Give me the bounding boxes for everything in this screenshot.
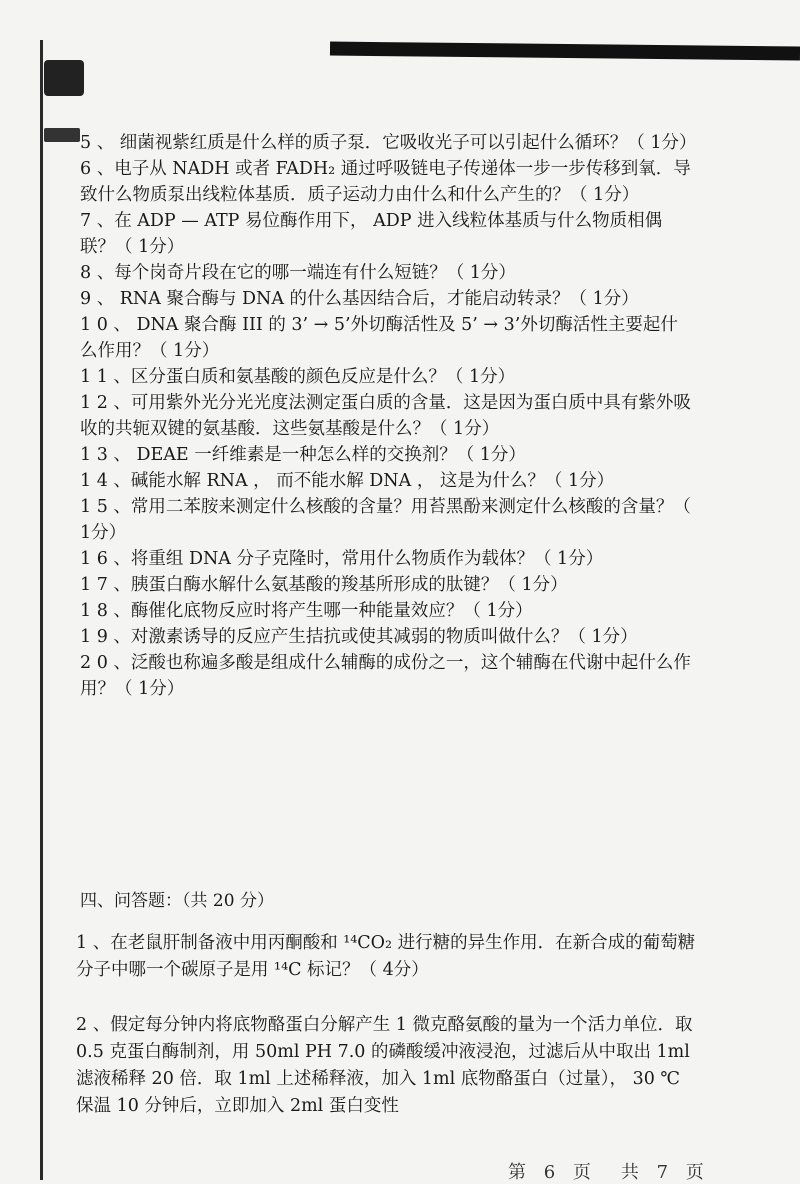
essay-question-2: 2 、假定每分钟内将底物酪蛋白分解产生 1 微克酪氨酸的量为一个活力单位．取 0.5 克蛋白酶制剂，用 50ml PH 7.0 的磷酸缓冲液浸泡，过滤后从中取出 1ml 滤液稀释 20 倍．取 1ml 上述稀释液，加入 1ml 底物酪蛋白（过量）， 30 ℃保温 10 分钟后，立即加入 2ml 蛋白变性	[76, 1015, 693, 1116]
question-6: 6 、电子从 NADH 或者 FADH₂ 通过呼吸链电子传递体一步一步传移到氧．导致什么物质泵出线粒体基质．质子运动力由什么和什么产生的？（ 1分）	[80, 159, 691, 205]
question-11: 1 1 、区分蛋白质和氨基酸的颜色反应是什么？（ 1分）	[80, 367, 516, 387]
question-18: 1 8 、酶催化底物反应时将产生哪一种能量效应？（ 1分）	[80, 601, 533, 621]
question-12: 1 2 、可用紫外光分光光度法测定蛋白质的含量．这是因为蛋白质中具有紫外吸收的共轭双键的氨基酸．这些氨基酸是什么？（ 1分）	[80, 393, 691, 439]
page-footer: 第 6 页 共 7 页	[508, 1162, 710, 1183]
question-15: 1 5 、常用二苯胺来测定什么核酸的含量？用苔黑酚来测定什么核酸的含量？（ 1分）	[80, 497, 691, 543]
question-16: 1 6 、将重组 DNA 分子克隆时，常用什么物质作为载体？（ 1分）	[80, 549, 604, 569]
scan-mark	[44, 60, 84, 96]
question-list	[80, 130, 695, 702]
scan-edge-bar	[330, 42, 800, 61]
question-20: 2 0 、泛酸也称遍多酸是组成什么辅酶的成份之一，这个辅酶在代谢中起什么作用？（ 1分）	[80, 653, 691, 699]
binding-line	[40, 40, 43, 1180]
question-8: 8 、每个岗奇片段在它的哪一端连有什么短链？（ 1分）	[80, 263, 516, 283]
question-14: 1 4 、碱能水解 RNA ， 而不能水解 DNA ， 这是为什么？（ 1分）	[80, 471, 615, 491]
question-9: 9 、 RNA 聚合酶与 DNA 的什么基因结合后，才能启动转录？（ 1分）	[80, 289, 639, 309]
question-7: 7 、在 ADP — ATP 易位酶作用下， ADP 进入线粒体基质与什么物质相偶联？（ 1分）	[80, 211, 663, 257]
question-13: 1 3 、 DEAE 一纤维素是一种怎么样的交换剂？（ 1分）	[80, 445, 526, 465]
question-19: 1 9 、对激素诱导的反应产生拮抗或使其减弱的物质叫做什么？（ 1分）	[80, 627, 638, 647]
question-17: 1 7 、胰蛋白酶水解什么氨基酸的羧基所形成的肽键？（ 1分）	[80, 575, 568, 595]
question-10: 1 0 、 DNA 聚合酶 III 的 3’ → 5’外切酶活性及 5’ → 3’外切酶活性主要起什么作用？（ 1分）	[80, 315, 678, 361]
section-title: 四、问答题：（共 20 分）	[80, 891, 274, 911]
essay-question-1: 1 、在老鼠肝制备液中用丙酮酸和 ¹⁴CO₂ 进行糖的异生作用．在新合成的葡萄糖分子中哪一个碳原子是用 ¹⁴C 标记？（ 4分）	[76, 933, 696, 980]
question-5: 5 、 细菌视紫红质是什么样的质子泵．它吸收光子可以引起什么循环？（ 1分）	[80, 133, 697, 153]
scan-mark-small	[44, 128, 80, 142]
